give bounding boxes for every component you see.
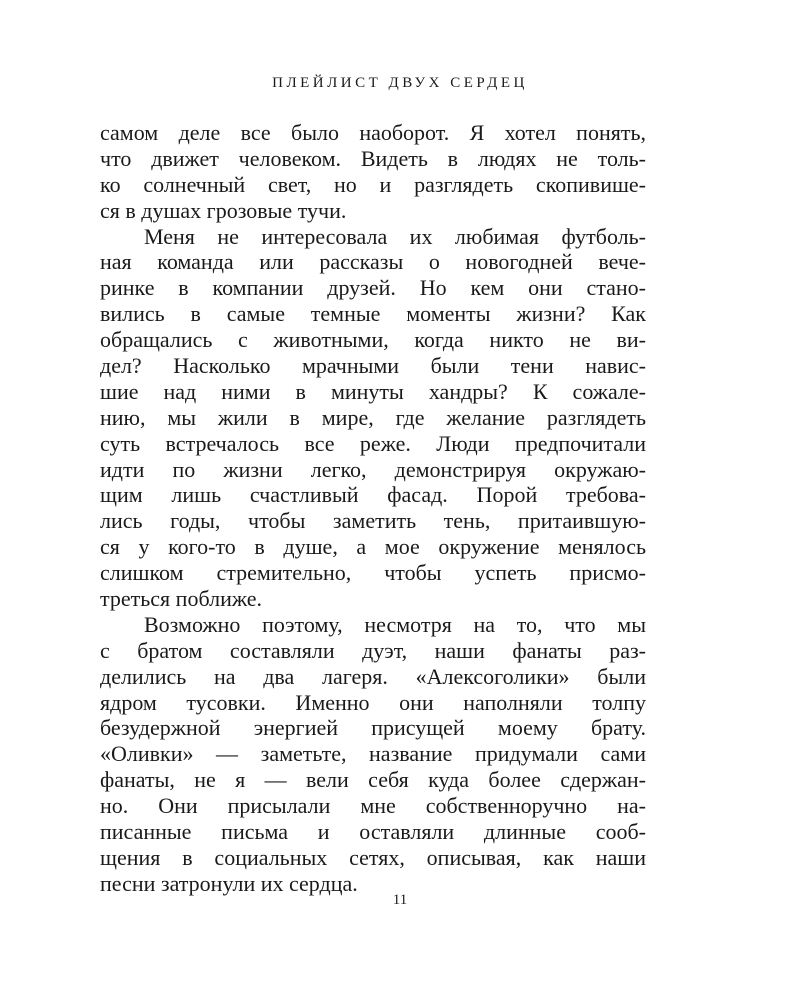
text-line: ринке в компании друзей. Но кем они стано- (100, 275, 646, 301)
running-head: ПЛЕЙЛИСТ ДВУХ СЕРДЕЦ (272, 75, 528, 91)
text-line: писанные письма и оставляли длинные сооб- (100, 819, 646, 845)
body-text (100, 120, 646, 897)
text-line: с братом составляли дуэт, наши фанаты раз- (100, 637, 646, 663)
text-line: ко солнечный свет, но и разглядеть скопивише- (100, 171, 646, 197)
text-line: ядром тусовки. Именно они наполняли толпу (100, 689, 646, 715)
paragraph-first-line: Возможно поэтому, несмотря на то, что мы (144, 611, 646, 637)
text-line: ся в душах грозовые тучи. (100, 197, 347, 223)
text-line: фанаты, не я — вели себя куда более сдержан- (100, 767, 646, 793)
text-line: щим лишь счастливый фасад. Порой требова- (100, 482, 646, 508)
page-number: 11 (392, 892, 408, 908)
text-line: вились в самые темные моменты жизни? Как (100, 301, 646, 327)
text-line: обращались с животными, когда никто не ви- (100, 327, 646, 353)
text-line: ная команда или рассказы о новогодней вече- (100, 249, 646, 275)
paragraph-first-line: Меня не интересовала их любимая футболь- (144, 223, 646, 249)
text-line: лись годы, чтобы заметить тень, притаившую- (100, 508, 646, 534)
text-line: что движет человеком. Видеть в людях не толь- (100, 145, 646, 171)
text-line: суть встречалось все реже. Люди предпочитали (100, 430, 646, 456)
text-line: безудержной энергией присущей моему брату. (100, 715, 646, 741)
text-line: ся у кого-то в душе, а мое окружение менялось (100, 534, 646, 560)
text-line: самом деле все было наоборот. Я хотел понять, (100, 120, 646, 145)
text-line: нию, мы жили в мире, где желание разглядеть (100, 404, 646, 430)
text-line: идти по жизни легко, демонстрируя окружаю- (100, 456, 646, 482)
text-line: слишком стремительно, чтобы успеть присмо- (100, 560, 646, 586)
text-line: делились на два лагеря. «Алексоголики» были (100, 663, 646, 689)
text-line: шие над ними в минуты хандры? К сожале- (100, 378, 646, 404)
text-line: но. Они присылали мне собственноручно на- (100, 793, 646, 819)
text-line: песни затронули их сердца. (100, 870, 358, 896)
text-line: дел? Насколько мрачными были тени навис- (100, 353, 646, 379)
text-line: «Оливки» — заметьте, название придумали сами (100, 741, 646, 767)
text-line: щения в социальных сетях, описывая, как наши (100, 844, 646, 870)
text-line: треться поближе. (100, 586, 263, 612)
